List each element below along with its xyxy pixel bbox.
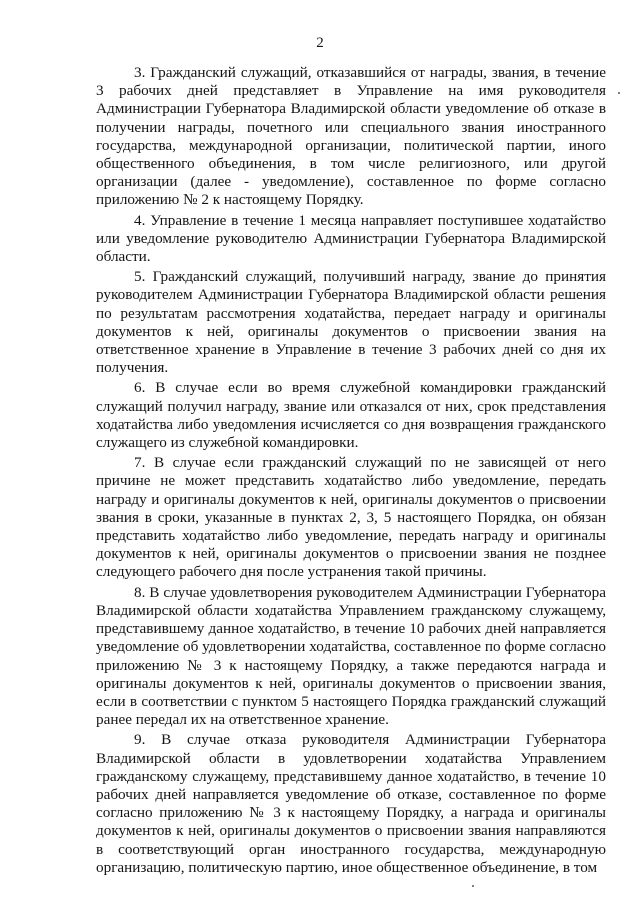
paragraph-6: 6. В случае если во время служебной командировки гражданский служащий получил награду, звание или отказался от них, срок представления ходатайства либо уведомления исчисляется со дня возвращения гражданского служащего из служебной командировки.	[96, 379, 606, 452]
scan-speck	[472, 885, 474, 887]
paragraph-4: 4. Управление в течение 1 месяца направляет поступившее ходатайство или уведомление руководителю Администрации Губернатора Владимирской области.	[96, 211, 606, 266]
paragraph-7: 7. В случае если гражданский служащий по не зависящей от него причине не может представить ходатайство либо уведомление, передать награду и оригиналы документов к ней, оригиналы документов о присвоении звания в сроки, указанные в пунктах 2, 3, 5 настоящего Порядка, он обязан представить ходатайство либо уведомление, передать награду и оригиналы документов к ней, оригиналы документов о присвоении звания не позднее следующего рабочего дня после устранения такой причины.	[96, 454, 606, 581]
document-body	[96, 64, 606, 879]
paragraph-3: 3. Гражданский служащий, отказавшийся от награды, звания, в течение 3 рабочих дней представляет в Управление на имя руководителя Администрации Губернатора Владимирской области уведомление об отказе в получении награды, почетного или специального звания иностранного государства, международной организации, политической партии, иного общественного объединения, в том числе религиозного, или другой организации (далее - уведомление), составленное по форме согласно приложению № 2 к настоящему Порядку.	[96, 64, 606, 209]
scan-speck	[618, 92, 620, 94]
page-number: 2	[316, 35, 324, 51]
paragraph-9: 9. В случае отказа руководителя Администрации Губернатора Владимирской области в удовлетворении ходатайства Управлением гражданскому служащему, представившему данное ходатайство, в течение 10 рабочих дней направляется уведомление об отказе, составленное по форме согласно приложению № 3 к настоящему Порядку, а награда и оригиналы документов к ней, оригиналы документов о присвоении звания направляются в соответствующий орган иностранного государства, международную организацию, политическую партию, иное общественное объединение, в том	[96, 731, 606, 876]
paragraph-5: 5. Гражданский служащий, получивший награду, звание до принятия руководителем Администрации Губернатора Владимирской области решения по результатам рассмотрения ходатайства, передает награду и оригиналы документов к ней, оригиналы документов о присвоении звания на ответственное хранение в Управление в течение 3 рабочих дней со дня их получения.	[96, 268, 606, 377]
paragraph-8: 8. В случае удовлетворения руководителем Администрации Губернатора Владимирской области ходатайства Управлением гражданскому служащему, представившему данное ходатайство, в течение 10 рабочих дней направляется уведомление об удовлетворении ходатайства, составленное по форме согласно приложению № 3 к настоящему Порядку, а также передаются награда и оригиналы документов к ней, оригиналы документов о присвоении звания, если в соответствии с пунктом 5 настоящего Порядка гражданский служащий ранее передал их на ответственное хранение.	[96, 583, 606, 729]
